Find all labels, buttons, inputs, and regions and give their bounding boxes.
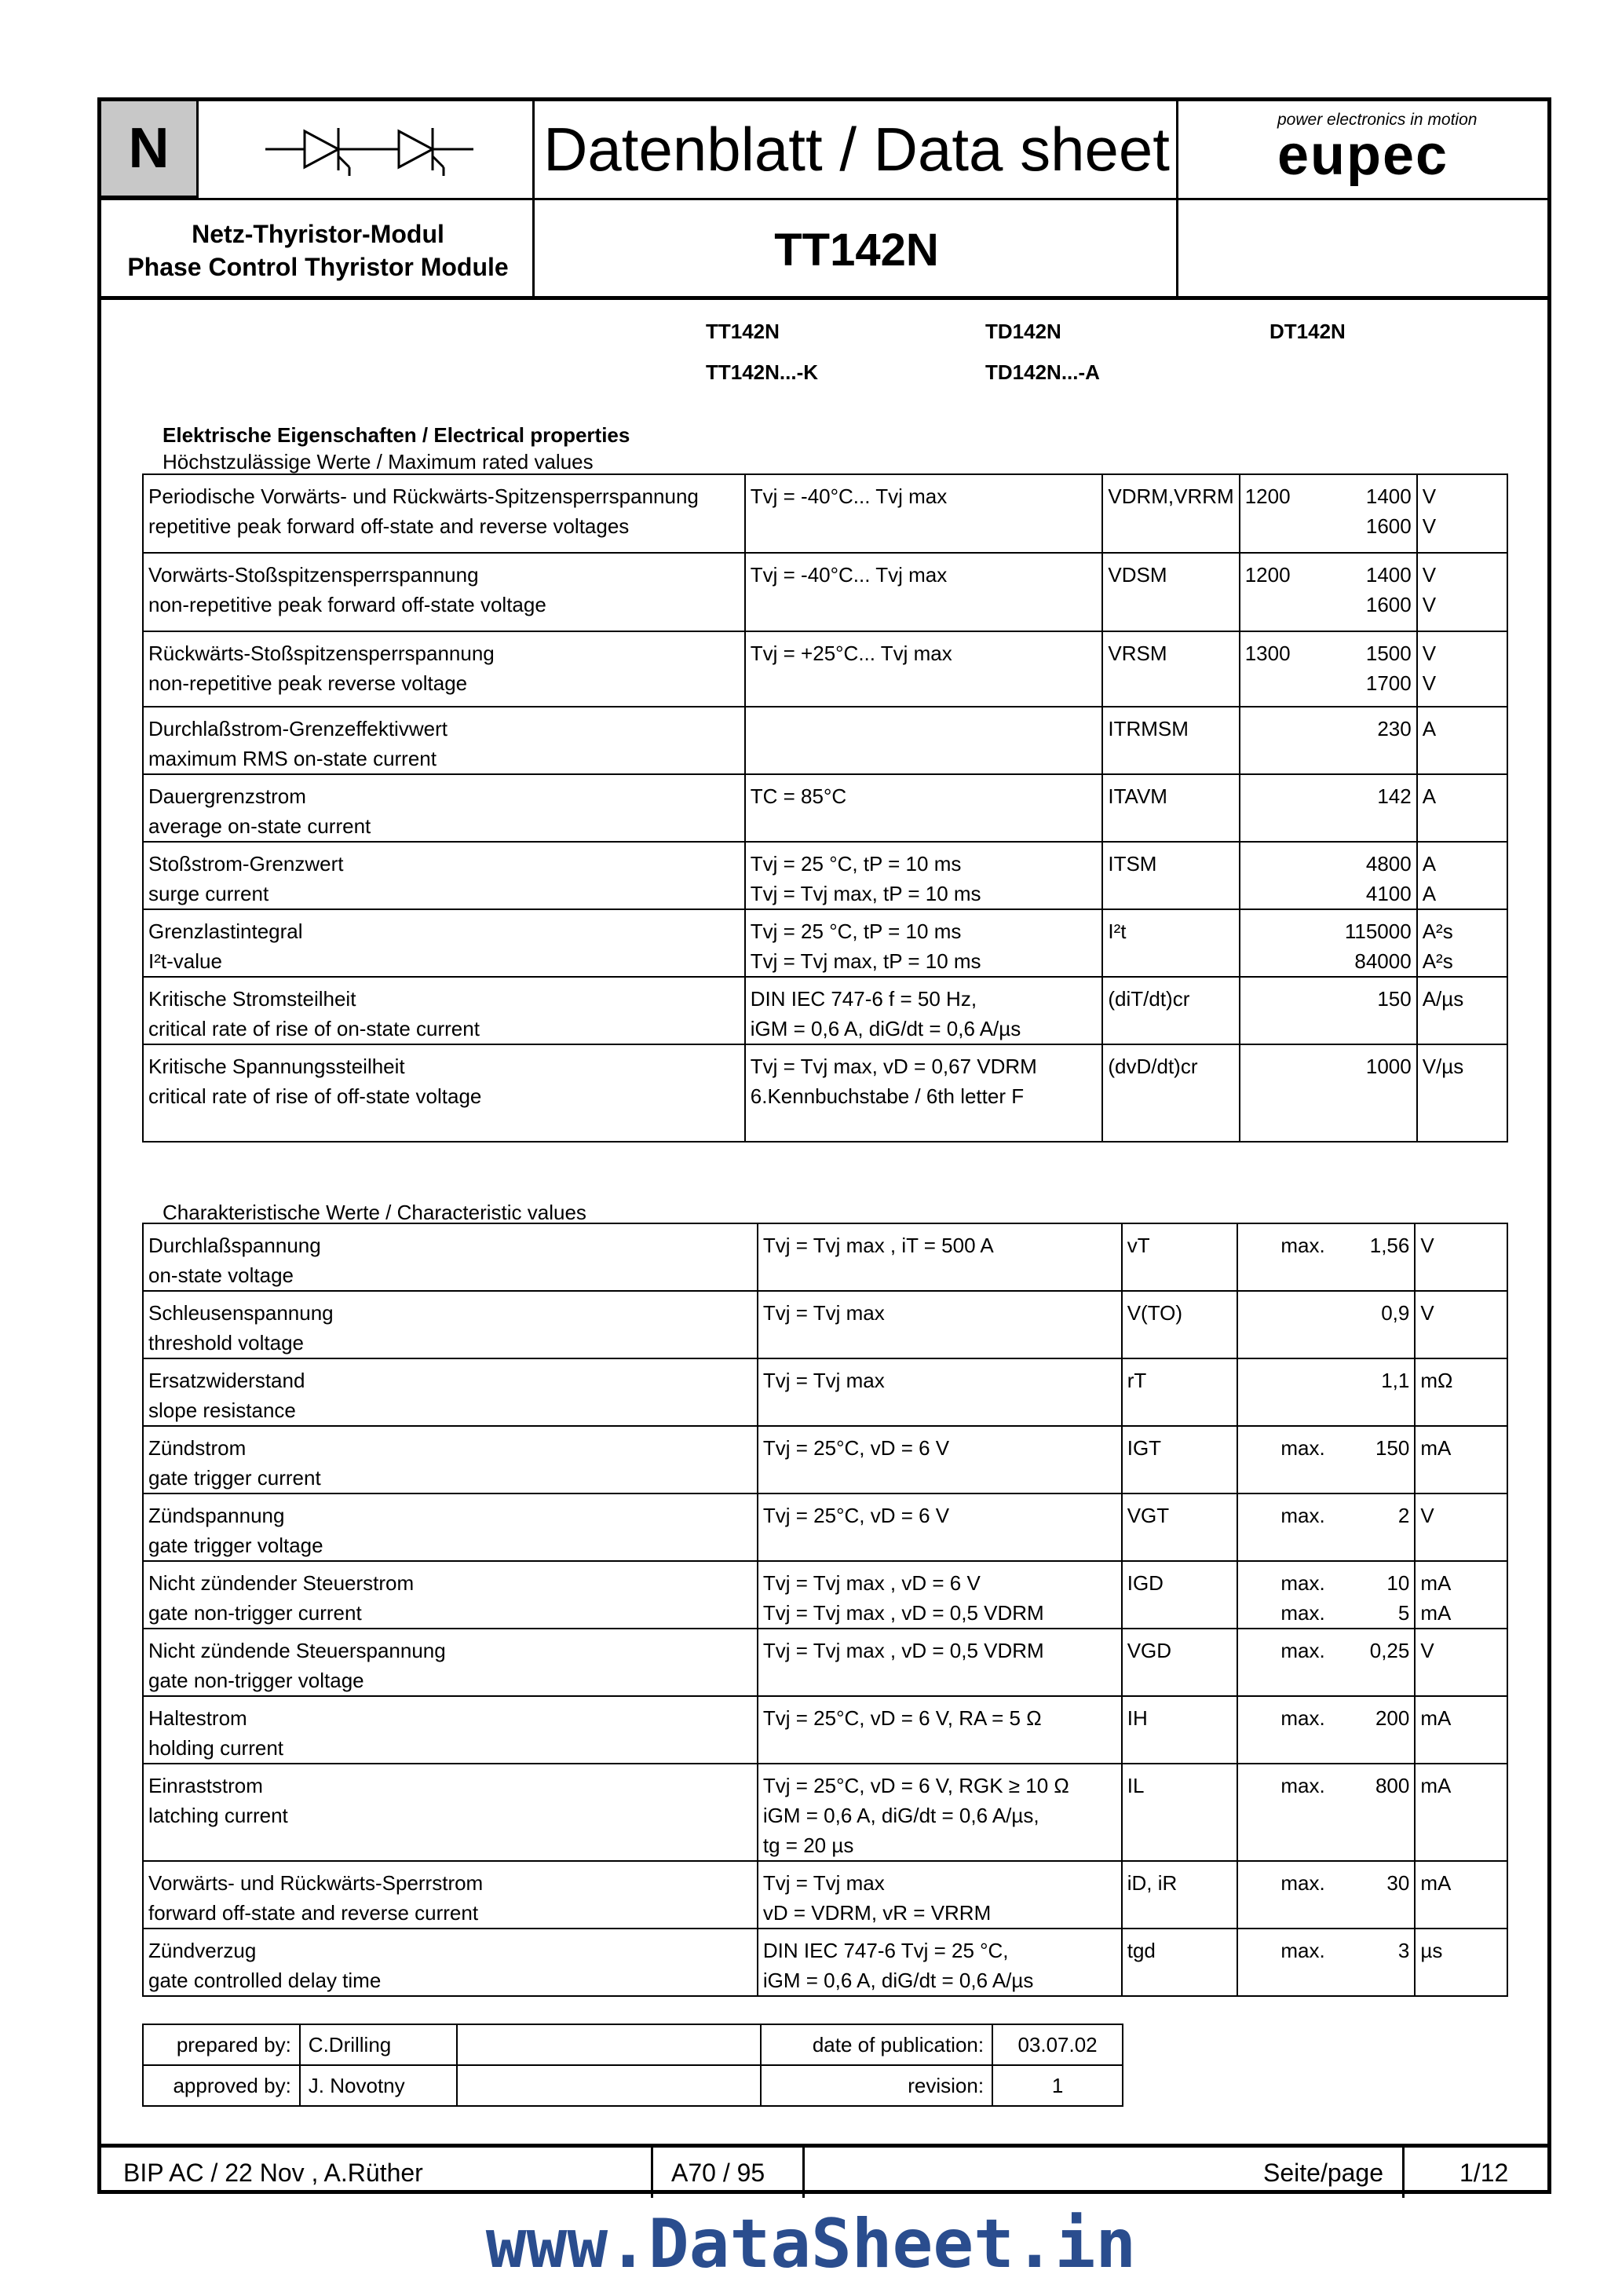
table-row xyxy=(143,1426,1507,1493)
value xyxy=(1237,1629,1415,1696)
footer-page-number: 1/12 xyxy=(1459,2158,1509,2187)
parameter-en: threshold voltage xyxy=(148,1331,305,1355)
limit-type: max. xyxy=(1280,1639,1325,1662)
symbol: ITRMSM xyxy=(1102,707,1239,774)
header xyxy=(101,101,1547,300)
unit xyxy=(1417,909,1507,977)
condition-line: iGM = 0,6 A, diG/dt = 0,6 A/µs xyxy=(762,1969,1034,1992)
condition xyxy=(745,553,1103,631)
footer-page-label: Seite/page xyxy=(1263,2158,1384,2187)
value xyxy=(1240,909,1417,977)
unit-line: V xyxy=(1420,1504,1434,1527)
value-b: 4800 xyxy=(1365,852,1412,876)
symbol: ITAVM xyxy=(1102,774,1239,842)
value-number: 150 xyxy=(1375,1436,1410,1460)
symbol: (diT/dt)cr xyxy=(1102,977,1239,1044)
unit-line: A xyxy=(1422,852,1437,876)
value-c: 1000 xyxy=(1365,1055,1412,1078)
parameter xyxy=(143,774,745,842)
page-title: Datenblatt / Data sheet xyxy=(543,115,1170,184)
value xyxy=(1237,1493,1415,1561)
condition-line: 6.Kennbuchstabe / 6th letter F xyxy=(750,1084,1025,1108)
thyristor-symbol-icon xyxy=(199,101,535,198)
table-row xyxy=(143,1561,1507,1629)
symbol: VDSM xyxy=(1102,553,1239,631)
condition xyxy=(745,774,1103,842)
parameter-en: slope resistance xyxy=(148,1398,296,1422)
value-number: 2 xyxy=(1397,1504,1410,1527)
unit xyxy=(1417,553,1507,631)
condition xyxy=(758,1764,1122,1861)
unit xyxy=(1417,842,1507,909)
parameter-de: Zündstrom xyxy=(148,1436,247,1460)
logo: eupec xyxy=(1277,124,1449,187)
parameter-de: Kritische Spannungssteilheit xyxy=(148,1055,405,1078)
parameter-en: surge current xyxy=(148,882,269,905)
value xyxy=(1240,842,1417,909)
table-row xyxy=(143,1696,1507,1764)
value xyxy=(1240,774,1417,842)
condition-line: Tvj = +25°C... Tvj max xyxy=(750,642,952,665)
condition-line: Tvj = Tvj max , vD = 0,5 VDRM xyxy=(762,1639,1044,1662)
prepared-by: C.Drilling xyxy=(300,2024,457,2065)
limit-type: max. xyxy=(1280,1234,1325,1257)
part-number: TT142N xyxy=(774,225,939,276)
symbol: IGD xyxy=(1122,1561,1238,1629)
limit-type: max. xyxy=(1280,1601,1325,1625)
table-row xyxy=(143,977,1507,1044)
value xyxy=(1237,1291,1415,1358)
parameter-en: holding current xyxy=(148,1736,283,1760)
value xyxy=(1240,707,1417,774)
parameter-de: Durchlaßstrom-Grenzeffektivwert xyxy=(148,717,448,740)
unit xyxy=(1417,474,1507,553)
condition-line: Tvj = 25°C, vD = 6 V xyxy=(762,1504,950,1527)
symbol: IL xyxy=(1122,1764,1238,1861)
approved-label: approved by: xyxy=(143,2065,300,2106)
max-rated-table xyxy=(142,473,1508,1143)
unit-line: V xyxy=(1422,484,1437,508)
table-row xyxy=(143,842,1507,909)
parameter-en: on-state voltage xyxy=(148,1263,294,1287)
value-number: 3 xyxy=(1397,1939,1410,1962)
parameter-en: forward off-state and reverse current xyxy=(148,1901,479,1925)
parameter-de: Stoßstrom-Grenzwert xyxy=(148,852,344,876)
parameter-de: Grenzlastintegral xyxy=(148,919,303,943)
limit-type xyxy=(1243,1298,1331,1328)
unit-line: V/µs xyxy=(1422,1055,1464,1078)
parameter xyxy=(143,1561,758,1629)
limit-type: max. xyxy=(1280,1939,1325,1962)
module-de: Netz-Thyristor-Modul xyxy=(192,219,444,248)
parameter-de: Zündverzug xyxy=(148,1939,257,1962)
unit xyxy=(1415,1629,1507,1696)
table-row xyxy=(143,1861,1507,1929)
table-row xyxy=(143,1929,1507,1996)
value-b: 115000 xyxy=(1344,919,1412,943)
table-row xyxy=(143,1493,1507,1561)
unit-line: mA xyxy=(1420,1436,1452,1460)
parameter-de: Kritische Stromsteilheit xyxy=(148,987,356,1011)
symbol: vT xyxy=(1122,1223,1238,1291)
footer xyxy=(101,2144,1547,2198)
parameter-en: repetitive peak forward off-state and reverse voltages xyxy=(148,514,630,538)
parameter-en: I²t-value xyxy=(148,949,222,973)
value-b: 1400 xyxy=(1365,563,1412,587)
condition xyxy=(758,1426,1122,1493)
unit-line: V xyxy=(1422,642,1437,665)
unit xyxy=(1417,707,1507,774)
parameter-de: Vorwärts-Stoßspitzensperrspannung xyxy=(148,563,479,587)
condition xyxy=(758,1929,1122,1996)
table-row xyxy=(143,631,1507,707)
parameter-en: latching current xyxy=(148,1804,288,1827)
unit-line: V xyxy=(1420,1301,1434,1325)
condition-line: Tvj = Tvj max xyxy=(762,1871,885,1895)
unit xyxy=(1417,774,1507,842)
unit-line: V xyxy=(1420,1639,1434,1662)
parameter xyxy=(143,1861,758,1929)
unit xyxy=(1415,1223,1507,1291)
unit-line: mΩ xyxy=(1420,1369,1453,1392)
condition xyxy=(745,909,1103,977)
unit xyxy=(1415,1291,1507,1358)
table-row xyxy=(143,774,1507,842)
symbol: VDRM,VRRM xyxy=(1102,474,1239,553)
symbol: IGT xyxy=(1122,1426,1238,1493)
parameter xyxy=(143,842,745,909)
value xyxy=(1237,1764,1415,1861)
parameter xyxy=(143,1629,758,1696)
value-number: 0,9 xyxy=(1381,1301,1410,1325)
parameter xyxy=(143,553,745,631)
unit xyxy=(1415,1358,1507,1426)
type-td142n: TD142N xyxy=(985,320,1061,343)
value-c: 84000 xyxy=(1354,949,1412,973)
parameter-de: Vorwärts- und Rückwärts-Sperrstrom xyxy=(148,1871,484,1895)
condition xyxy=(758,1629,1122,1696)
section-max-rated: Höchstzulässige Werte / Maximum rated values xyxy=(163,450,594,473)
value-b: 142 xyxy=(1377,784,1412,808)
symbol: (dvD/dt)cr xyxy=(1102,1044,1239,1142)
logo-tagline: power electronics in motion xyxy=(1277,111,1478,129)
parameter xyxy=(143,1696,758,1764)
unit-line: mA xyxy=(1420,1774,1452,1797)
parameter xyxy=(143,707,745,774)
parameter-de: Einraststrom xyxy=(148,1774,263,1797)
table-row xyxy=(143,707,1507,774)
unit-line: A xyxy=(1422,784,1437,808)
condition-line: Tvj = 25 °C, tP = 10 ms xyxy=(750,919,962,943)
condition-line: Tvj = Tvj max xyxy=(762,1301,885,1325)
unit-line: A xyxy=(1422,882,1437,905)
value-number: 10 xyxy=(1386,1571,1410,1595)
unit xyxy=(1415,1426,1507,1493)
value-b: 230 xyxy=(1377,717,1412,740)
value-number: 800 xyxy=(1375,1774,1410,1797)
parameter xyxy=(143,474,745,553)
condition-line: iGM = 0,6 A, diG/dt = 0,6 A/µs, xyxy=(762,1804,1039,1827)
parameter-en: critical rate of rise of on-state current xyxy=(148,1017,480,1040)
unit-line: V xyxy=(1420,1234,1434,1257)
condition-line: iGM = 0,6 A, diG/dt = 0,6 A/µs xyxy=(750,1017,1021,1040)
value xyxy=(1237,1223,1415,1291)
unit-line: A xyxy=(1422,717,1437,740)
table-row xyxy=(143,1044,1507,1142)
unit-line: mA xyxy=(1420,1571,1452,1595)
condition xyxy=(745,474,1103,553)
symbol: iD, iR xyxy=(1122,1861,1238,1929)
parameter-de: Ersatzwiderstand xyxy=(148,1369,305,1392)
condition-line: Tvj = 25°C, vD = 6 V xyxy=(762,1436,950,1460)
publication-date: 03.07.02 xyxy=(992,2024,1123,2065)
condition-line: DIN IEC 747-6 f = 50 Hz, xyxy=(750,987,977,1011)
value-number: 5 xyxy=(1397,1601,1410,1625)
condition-line: tg = 20 µs xyxy=(762,1834,854,1857)
unit xyxy=(1415,1561,1507,1629)
category-letter: N xyxy=(101,101,199,198)
symbol: rT xyxy=(1122,1358,1238,1426)
condition-line: Tvj = -40°C... Tvj max xyxy=(750,563,948,587)
condition-line: vD = VDRM, vR = VRRM xyxy=(762,1901,992,1925)
condition-line: Tvj = Tvj max, vD = 0,67 VDRM xyxy=(750,1055,1037,1078)
parameter-en: critical rate of rise of off-state voltage xyxy=(148,1084,482,1108)
condition-line: Tvj = 25°C, vD = 6 V, RA = 5 Ω xyxy=(762,1706,1042,1730)
limit-type: max. xyxy=(1280,1871,1325,1895)
type-td142n-a: TD142N...-A xyxy=(985,360,1100,384)
parameter-en: average on-state current xyxy=(148,814,371,838)
value-b: 1500 xyxy=(1365,642,1412,665)
parameter-de: Nicht zündender Steuerstrom xyxy=(148,1571,415,1595)
unit xyxy=(1415,1764,1507,1861)
limit-type: max. xyxy=(1280,1571,1325,1595)
characteristic-table xyxy=(142,1223,1508,1997)
parameter xyxy=(143,977,745,1044)
type-dt142n: DT142N xyxy=(1269,320,1346,343)
value xyxy=(1240,631,1417,707)
condition xyxy=(758,1696,1122,1764)
value-number: 200 xyxy=(1375,1706,1410,1730)
parameter-de: Dauergrenzstrom xyxy=(148,784,306,808)
unit-line: A/µs xyxy=(1422,987,1464,1011)
type-tt142n: TT142N xyxy=(706,320,780,343)
unit xyxy=(1415,1861,1507,1929)
limit-type: max. xyxy=(1280,1504,1325,1527)
table-row xyxy=(143,1358,1507,1426)
value-b: 150 xyxy=(1377,987,1412,1011)
watermark-link[interactable]: www.DataSheet.in xyxy=(485,2205,1137,2283)
value-a: 1300 xyxy=(1244,642,1291,665)
unit xyxy=(1415,1493,1507,1561)
value xyxy=(1240,1044,1417,1142)
value-number: 0,25 xyxy=(1369,1639,1410,1662)
limit-type xyxy=(1243,1366,1331,1395)
datasheet-frame xyxy=(97,97,1551,2194)
parameter-en: non-repetitive peak forward off-state voltage xyxy=(148,593,546,616)
table-row xyxy=(143,1764,1507,1861)
prepared-label: prepared by: xyxy=(143,2024,300,2065)
parameter-de: Nicht zündende Steuerspannung xyxy=(148,1639,446,1662)
parameter xyxy=(143,631,745,707)
unit-line: A²s xyxy=(1422,919,1453,943)
parameter-de: Periodische Vorwärts- und Rückwärts-Spitzensperrspannung xyxy=(148,484,699,508)
parameter-de: Zündspannung xyxy=(148,1504,285,1527)
module-en: Phase Control Thyristor Module xyxy=(127,252,509,281)
parameter-en: gate non-trigger voltage xyxy=(148,1669,364,1692)
value-a: 1200 xyxy=(1244,563,1291,587)
unit-line: A²s xyxy=(1422,949,1453,973)
unit xyxy=(1417,1044,1507,1142)
value-c: 1700 xyxy=(1365,671,1412,695)
parameter xyxy=(143,1426,758,1493)
condition xyxy=(758,1291,1122,1358)
limit-type: max. xyxy=(1280,1774,1325,1797)
parameter xyxy=(143,909,745,977)
condition xyxy=(758,1493,1122,1561)
value-c: 1600 xyxy=(1365,514,1412,538)
value-c: 1600 xyxy=(1365,593,1412,616)
table-row xyxy=(143,1223,1507,1291)
parameter-de: Haltestrom xyxy=(148,1706,247,1730)
condition xyxy=(758,1561,1122,1629)
table-row xyxy=(143,1291,1507,1358)
condition xyxy=(758,1861,1122,1929)
value xyxy=(1240,977,1417,1044)
value xyxy=(1237,1929,1415,1996)
table-row xyxy=(143,909,1507,977)
unit xyxy=(1417,977,1507,1044)
condition-line: Tvj = 25 °C, tP = 10 ms xyxy=(750,852,962,876)
unit-line: µs xyxy=(1420,1939,1443,1962)
value xyxy=(1237,1861,1415,1929)
table-row xyxy=(143,553,1507,631)
symbol: IH xyxy=(1122,1696,1238,1764)
table-row xyxy=(143,474,1507,553)
unit-line: V xyxy=(1422,514,1437,538)
table-row xyxy=(143,1629,1507,1696)
section-electrical: Elektrische Eigenschaften / Electrical properties xyxy=(163,423,630,447)
revision: 1 xyxy=(992,2065,1123,2106)
symbol: V(TO) xyxy=(1122,1291,1238,1358)
condition-line: TC = 85°C xyxy=(750,784,847,808)
parameter-en: gate controlled delay time xyxy=(148,1969,382,1992)
value xyxy=(1240,474,1417,553)
parameter xyxy=(143,1291,758,1358)
parameter-de: Rückwärts-Stoßspitzensperrspannung xyxy=(148,642,495,665)
value-number: 1,56 xyxy=(1369,1234,1410,1257)
module-description xyxy=(101,200,535,300)
value-number: 1,1 xyxy=(1381,1369,1410,1392)
date-label: date of publication: xyxy=(761,2024,993,2065)
symbol: VGT xyxy=(1122,1493,1238,1561)
unit-line: V xyxy=(1422,593,1437,616)
condition-line: Tvj = 25°C, vD = 6 V, RGK ≥ 10 Ω xyxy=(762,1774,1069,1797)
unit xyxy=(1417,631,1507,707)
unit-line: V xyxy=(1422,671,1437,695)
limit-type: max. xyxy=(1280,1706,1325,1730)
condition-line: Tvj = Tvj max , vD = 0,5 VDRM xyxy=(762,1601,1044,1625)
unit-line: mA xyxy=(1420,1601,1452,1625)
approval-table xyxy=(142,2024,1123,2107)
section-characteristic: Charakteristische Werte / Characteristic values xyxy=(163,1201,586,1224)
parameter xyxy=(143,1358,758,1426)
unit-line: mA xyxy=(1420,1706,1452,1730)
unit-line: V xyxy=(1422,563,1437,587)
value-c: 4100 xyxy=(1365,882,1412,905)
type-tt142n-k: TT142N...-K xyxy=(706,360,819,384)
condition xyxy=(758,1223,1122,1291)
parameter xyxy=(143,1929,758,1996)
condition-line: Tvj = Tvj max xyxy=(762,1369,885,1392)
condition xyxy=(758,1358,1122,1426)
condition-line: Tvj = Tvj max , vD = 6 V xyxy=(762,1571,981,1595)
value-a: 1200 xyxy=(1244,484,1291,508)
condition-line: Tvj = Tvj max , iT = 500 A xyxy=(762,1234,994,1257)
parameter-en: gate non-trigger current xyxy=(148,1601,362,1625)
value-b: 1400 xyxy=(1365,484,1412,508)
parameter-en: maximum RMS on-state current xyxy=(148,747,437,770)
parameter xyxy=(143,1764,758,1861)
parameter xyxy=(143,1223,758,1291)
symbol: VGD xyxy=(1122,1629,1238,1696)
revision-label: revision: xyxy=(761,2065,993,2106)
parameter xyxy=(143,1493,758,1561)
parameter-en: non-repetitive peak reverse voltage xyxy=(148,671,468,695)
value xyxy=(1237,1561,1415,1629)
symbol: ITSM xyxy=(1102,842,1239,909)
unit xyxy=(1415,1929,1507,1996)
parameter xyxy=(143,1044,745,1142)
footer-doc-info: BIP AC / 22 Nov , A.Rüther xyxy=(123,2158,423,2187)
approved-by: J. Novotny xyxy=(300,2065,457,2106)
symbol: tgd xyxy=(1122,1929,1238,1996)
symbol: VRSM xyxy=(1102,631,1239,707)
condition xyxy=(745,842,1103,909)
limit-type: max. xyxy=(1280,1436,1325,1460)
value-number: 30 xyxy=(1386,1871,1410,1895)
unit xyxy=(1415,1696,1507,1764)
condition-line: Tvj = Tvj max, tP = 10 ms xyxy=(750,949,981,973)
parameter-en: gate trigger voltage xyxy=(148,1534,323,1557)
value xyxy=(1237,1696,1415,1764)
condition xyxy=(745,707,1103,774)
parameter-de: Durchlaßspannung xyxy=(148,1234,321,1257)
parameter-en: gate trigger current xyxy=(148,1466,321,1490)
parameter-de: Schleusenspannung xyxy=(148,1301,334,1325)
condition-line: DIN IEC 747-6 Tvj = 25 °C, xyxy=(762,1939,1009,1962)
value xyxy=(1237,1358,1415,1426)
condition-line: Tvj = -40°C... Tvj max xyxy=(750,484,948,508)
condition xyxy=(745,977,1103,1044)
condition xyxy=(745,1044,1103,1142)
value xyxy=(1240,553,1417,631)
unit-line: mA xyxy=(1420,1871,1452,1895)
condition xyxy=(745,631,1103,707)
condition-line: Tvj = Tvj max, tP = 10 ms xyxy=(750,882,981,905)
symbol: I²t xyxy=(1102,909,1239,977)
footer-format: A70 / 95 xyxy=(671,2158,765,2187)
value xyxy=(1237,1426,1415,1493)
